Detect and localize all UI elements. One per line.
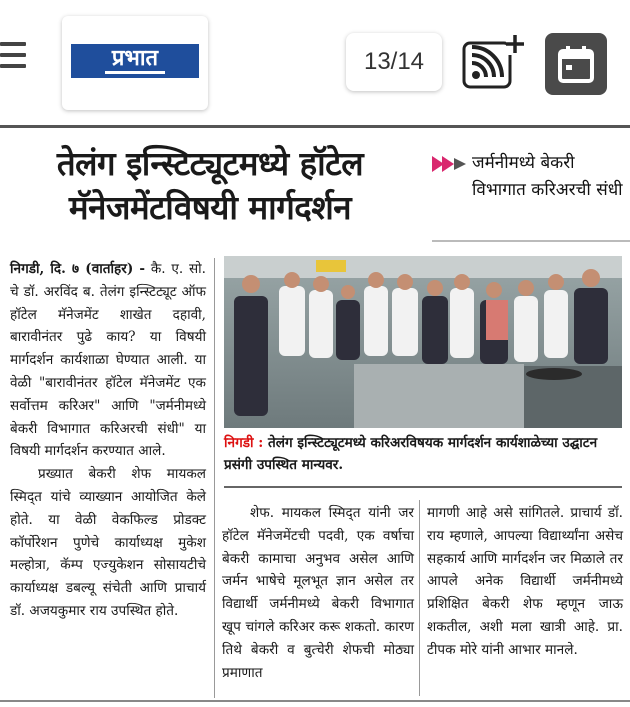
logo-text: प्रभात — [111, 46, 159, 71]
bottom-divider — [0, 700, 630, 702]
photo-caption — [224, 432, 620, 476]
column-3 — [427, 502, 623, 662]
column-1 — [10, 258, 206, 623]
top-divider — [0, 125, 630, 128]
logo-tagline-bar — [105, 71, 165, 74]
column-divider-2 — [419, 500, 420, 696]
double-arrow-icon — [432, 154, 472, 174]
caption-divider — [224, 486, 622, 488]
column-divider-1 — [214, 258, 215, 698]
newspaper-logo — [71, 44, 199, 78]
menu-icon[interactable] — [0, 42, 26, 72]
side-teaser — [432, 140, 630, 244]
app-header — [0, 0, 630, 112]
calendar-icon — [545, 33, 607, 95]
article-photo — [224, 256, 622, 428]
article-headline — [0, 142, 420, 230]
rss-add-icon[interactable] — [462, 33, 524, 91]
headline-line-2: मॅनेजमेंटविषयी मार्गदर्शन — [68, 188, 352, 227]
paragraph-1: कै. ए. सो. चे डॉ. अरविंद ब. तेलंग इन्स्टिट्यूट ऑफ हॉटेल मॅनेजमेंट शाखेत दहावी, बारावीनंतर पुढे काय? या विषयी मार्गदर्शन कार्यशाळा घेण्यात आली. या वेळी "बारावीनंतर हॉटेल मॅनेजमेंट एक सर्वोत्तम करिअर" आणि "जर्मनीमध्ये बेकरी विभागात करिअरची संधी" या विषयी मार्गदर्शन करण्यात आले. — [10, 261, 206, 460]
caption-text: तेलंग इन्स्टिट्यूटमध्ये करिअरविषयक मार्गदर्शन कार्यशाळेच्या उद्घाटन प्रसंगी उपस्थित मान्यवर. — [224, 435, 598, 473]
side-teaser-text: जर्मनीमध्ये बेकरी विभागात करिअरची संधी — [472, 153, 623, 200]
paragraph-3: शेफ. मायकल स्मिद्त यांनी जर हॉटेल मॅनेजमेंटची पदवी, एक वर्षाचा बेकरी कामाचा अनुभव असेल आणि जर्मन भाषेचे मूलभूत ज्ञान असेल तर विद्यार्थी जर्मनीमध्ये बेकरी विभागात खूप चांगले करिअर करू शकतो. कारण तिथे बेकरी व बुत्चेरी शेफची मोठ्या प्रमाणात — [222, 505, 414, 681]
calendar-button[interactable] — [545, 33, 607, 95]
dateline: निगडी, दि. ७ (वार्ताहर) - — [10, 261, 146, 277]
headline-line-1: तेलंग इन्स्टिट्यूटमध्ये हॉटेल — [56, 144, 364, 183]
paragraph-4: मागणी आहे असे सांगितले. प्राचार्य डॉ. राय म्हणाले, आपल्या विद्यार्थ्यांना असेच सहकार्य आणि मार्गदर्शन जर मिळाले तर आपले अनेक विद्यार्थी जर्मनीमध्ये प्रशिक्षित बेकरी शेफ म्हणून जाऊ शकतील, अशी मला खात्री आहे. प्रा. टीपक मोरे यांनी आभार मानले. — [427, 505, 623, 658]
logo-card[interactable] — [62, 16, 208, 110]
page-indicator[interactable]: 13/14 — [346, 33, 442, 91]
paragraph-2: प्रख्यात बेकरी शेफ मायकल स्मिद्त यांचे व्याख्यान आयोजित केले होते. या वेळी वेकफिल्ड प्रोडक्ट कॉर्पोरेशन पुणेचे कार्याध्यक्ष मुकेश मल्होत्रा, कॅम्प एज्युकेशन सोसायटीचे कार्याध्यक्ष डबल्यू संचेती आणि प्राचार्य डॉ. अजयकुमार राय उपस्थित होते. — [10, 466, 206, 619]
column-2 — [222, 502, 414, 684]
side-divider — [432, 240, 630, 242]
caption-place: निगडी : — [224, 435, 264, 451]
